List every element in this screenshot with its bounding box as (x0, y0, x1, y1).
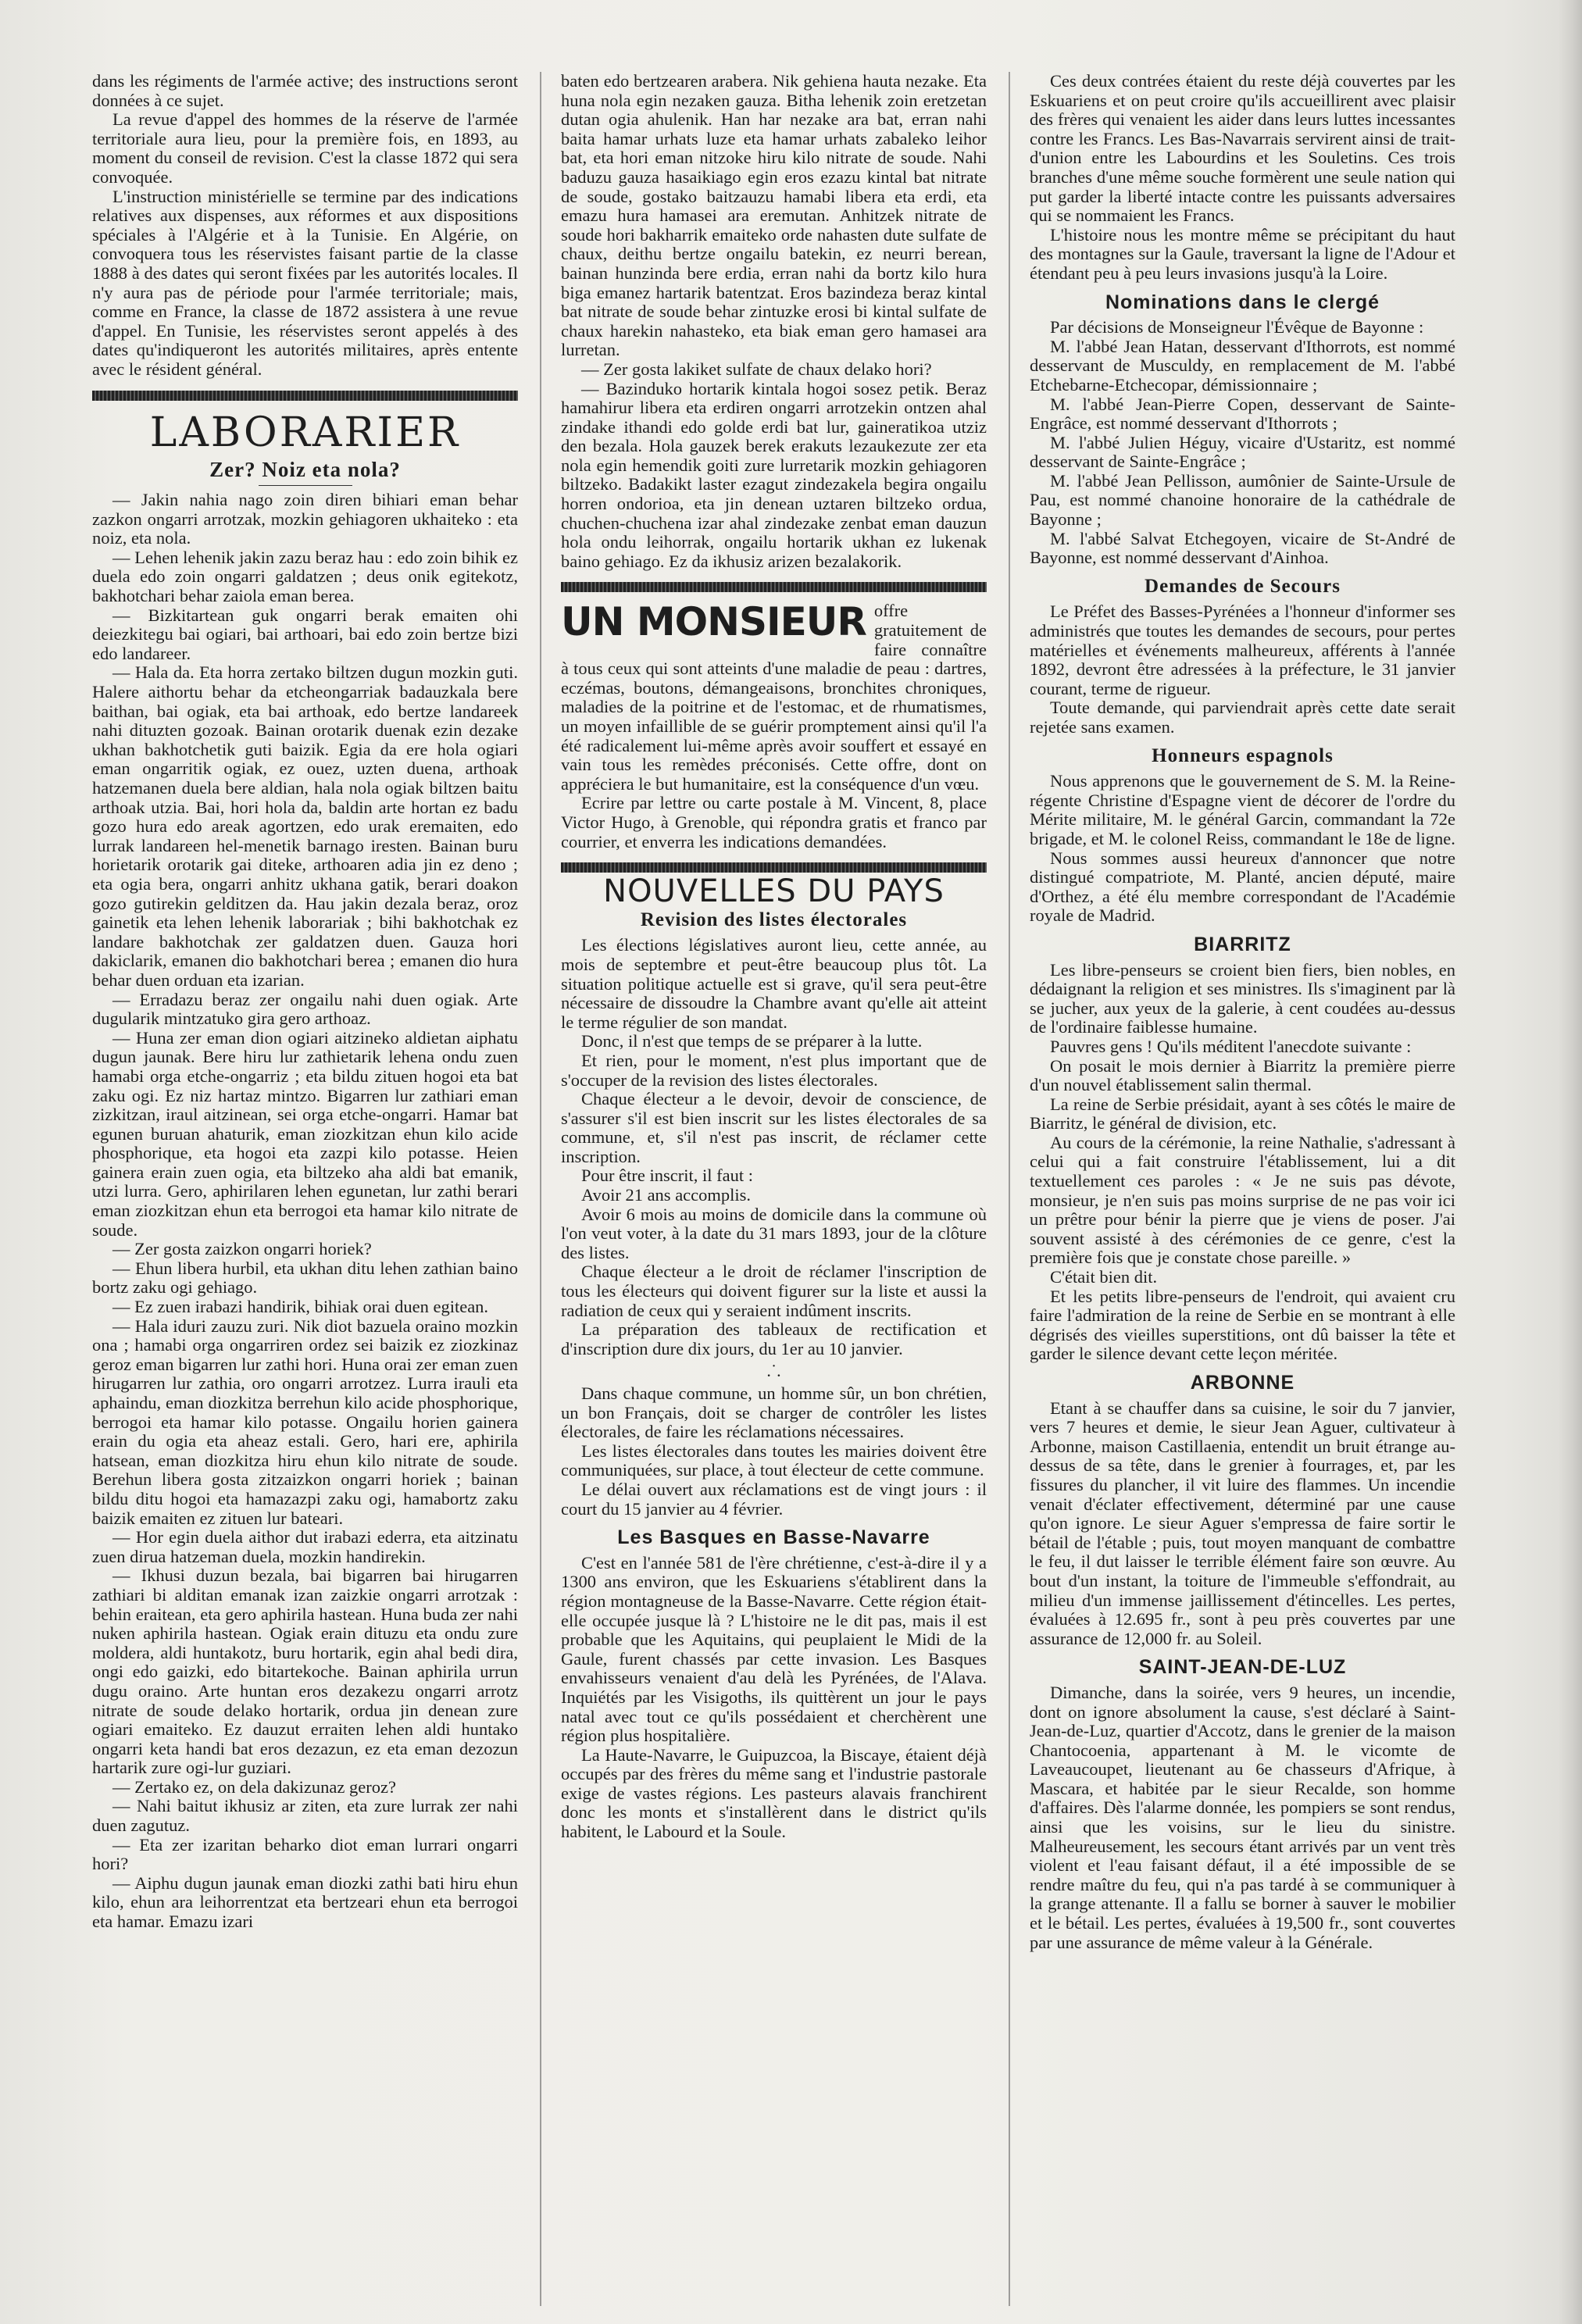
article-paragraph: Les libre-penseurs se croient bien fiers, bien nobles, en dédaignant la religion et ses ministres. Ils s'imaginent par là se jucher, aux yeux de la galerie, à cent coudées au-dessus de l'ordinaire faiblesse humaine. (1030, 959, 1455, 1037)
dialogue-paragraph: — Ikhusi duzun bezala, bai bigarren bai hirugarren zathiari bi alditan emanak izan zaizkie ongarri arrotzak : behin eraitean, eta gero aphirila hastean. Huna buda zer nahi nuken aphirila hastean. Ogiak erain dituzu eta ondu zure moldera, aldi huntakotz, buru hortarik, egin ahal bedi dira, ongi edo gaizki, edo bitartekoche. Bainan aphirila urrun dugu oraino. Arte huntan eros dezakezu ongarri arrotz nitrate de soude delako hortarik, ordua jin denean zure ogiari emaiteko. Ez dauzut erraiten lehen aldi huntako ongarri keta handi bat eros dezazun, ez eta eman dezozun hartarik zure ogi-lur guziari. (92, 1565, 518, 1778)
article-paragraph: Les élections législatives auront lieu, cette année, au mois de septembre et peut-être beaucoup plus tôt. La situation politique actuelle est si grave, qu'il sera peut-être nécessaire de dissoudre la Chambre avant qu'elle ait atteint le terme régulier de son mandat. (561, 935, 987, 1032)
dialogue-paragraph: — Nahi baitut ikhusiz ar ziten, eta zure lurrak zer nahi duen zagutuz. (92, 1796, 518, 1836)
revision-title: Revision des listes électorales (640, 909, 908, 930)
dialogue-paragraph: — Hor egin duela aithor dut irabazi ederra, eta aitzinatu zuen dirua hatzeman duela, mozkin handirekin. (92, 1527, 518, 1566)
dialogue-paragraph: — Bizkitartean guk ongarri berak emaiten ohi deiezkitegu bai ogiari, bai arthoari, bai edo zoin bertze bizi edo landareer. (92, 605, 518, 663)
column-3 (1030, 72, 1455, 2306)
article-paragraph: Le Préfet des Basses-Pyrénées a l'honneur d'informer ses administrés que toutes les demandes de secours, pour pertes matérielles et événements malheureux, afférents à l'année 1892, devront être adressées à la préfecture, le 31 janvier courant, terme de rigueur. (1030, 602, 1455, 698)
section-separator (92, 391, 518, 401)
basques-title: Les Basques en Basse-Navarre (617, 1526, 930, 1549)
title-underline (259, 485, 352, 486)
article-paragraph: Les listes électorales dans toutes les mairies doivent être communiquées, sur place, à tout électeur de cette commune. (561, 1440, 987, 1480)
article-paragraph: M. l'abbé Julien Héguy, vicaire d'Ustaritz, est nommé desservant de Sainte-Engrâce ; (1030, 432, 1455, 472)
article-paragraph: L'histoire nous les montre même se précipitant du haut des montagnes sur la Gaule, traversant la ligne de l'Adour et étendant peu à peu leurs invasions jusqu'à la Loire. (1030, 224, 1455, 283)
article-paragraph: C'était bien dit. (1050, 1267, 1158, 1287)
article-paragraph: Avoir 6 mois au moins de domicile dans la commune où l'on veut voter, à la date du 31 mars 1893, jour de la clôture des listes. (561, 1204, 987, 1262)
article-paragraph: On posait le mois dernier à Biarritz la première pierre d'un nouvel établissement salin thermal. (1030, 1055, 1455, 1095)
article-paragraph: Dimanche, dans la soirée, vers 9 heures, un incendie, dont on ignore absolument la cause, s'est déclaré à Saint-Jean-de-Luz, quartier d'Accotz, dans le grenier de la maison Chantocoenia, appartenant à M. le vicomte de Laveaucoupet, lieutenant au 6e chasseurs d'Afrique, à Mascara, et habitée par le sieur Recalde, son homme d'affaires. Dès l'alarme donnée, les pompiers se sont rendus, ainsi que les voisins, sur le lieu du sinistre. Malheureusement, les secours étant arrivés par un vent très violent et l'eau faisant défaut, il a été impossible de se rendre maître du feu, qui n'a pas tardé à se communiquer à la grange attenante. Il a fallu se borner à sauver le mobilier et le bétail. Les pertes, évaluées à 19,500 fr., sont couvertes par une assurance de même valeur à la Générale. (1030, 1682, 1455, 1952)
article-paragraph: Et rien, pour le moment, n'est plus important que de s'occuper de la revision des listes électorales. (561, 1050, 987, 1090)
dialogue-paragraph: — Ehun libera hurbil, eta ukhan ditu lehen zathian baino bortz zaku ogi gehiago. (92, 1258, 518, 1298)
dialogue-paragraph: — Erradazu beraz zer ongailu nahi duen ogiak. Arte dugularik mintzatuko gira gero arthoaz. (92, 989, 518, 1029)
section-separator (561, 582, 987, 592)
article-paragraph: Avoir 21 ans accomplis. (581, 1185, 752, 1205)
article-paragraph: C'est en l'année 581 de l'ère chrétienne, c'est-à-dire il y a 1300 ans environ, que les Eskuariens s'établirent dans la région montagneuse de la Basse-Navarre. Cette région était-elle occupée jusque là ? L'histoire ne le dit pas, mais il est probable que les Aquitains, qui peuplaient le Midi de la Gaule, furent chassés par cette invasion. Les Basques envahisseurs venaient d'au delà les Pyrénées, de l'Alava. Inquiétés par les Visigoths, ils quittèrent un jour le pays natal avec tout ce qu'ils possédaient et cherchèrent une région plus hospitalière. (561, 1552, 987, 1746)
article-paragraph: Le délai ouvert aux réclamations est de vingt jours : il court du 15 janvier au 4 février. (561, 1479, 987, 1519)
dialogue-paragraph: — Hala da. Eta horra zertako biltzen dugun mozkin guti. Halere aithortu behar da etcheongarriak badauzkala bere baithan, bai ogiak, eta bai arthoak, edo bertze landareek nahi dituzten gozoak. Bainan orotarik duenak ezin dezake ukhan bakhotchetik guti baizik. Egia da ere hola ogiari eman ongarritik ogiak, ez ouez, uzten duena, arthoak hatzemanen duela bere aldian, hala nola ogiak biltzen baitu arthoak utzia. Bai, hori hola da, baldin arte hortan ez badu gozo hura edo areak agortzen, edo urak eremaiten, edo lurrak landareen hel-menetik barnago iresten. Bainan buru horietarik orotarik gai diteke, arthoaren adia jin ez deno ; eta ogia bera, ongarri anhitz ukhana gatik, berari doakon gozo gutirekin gelditzen da. Hau jakin dezala beraz, oroz gainetik eta lehen lehenik laborariak ; bihi bakhotchak ez landare bakhotchak zer galdatzen duen. Gauza hori dakiclarik, emanen dio bakhotchari berea ; emanen dio hura behar duen orduan eta izarian. (92, 662, 518, 990)
advertisement-text: offre gratuitement de faire connaître à tous ceux qui sont atteints d'une maladie de peau : dartres, eczémas, boutons, démangeaisons, bronchites chroniques, maladies de la poitrine et de l'estomac, et de rhumatismes, un moyen infaillible de se guérir promptement ainsi qu'il l'a été radicalement lui-même après avoir souffert et essayé en vain tous les remèdes préconisés. Cette offre, dont on appréciera le but humanitaire, est la conséquence d'un vœu. (561, 602, 987, 794)
article-paragraph: La préparation des tableaux de rectification et d'inscription dure dix jours, du 1er au 10 janvier. (561, 1319, 987, 1358)
article-paragraph: La Haute-Navarre, le Guipuzcoa, la Biscaye, étaient déjà occupés par des frères du même sang et l'industrie pastorale exige de vastes régions. Les pasteurs alavais franchirent donc les monts et s'installèrent dans le district qu'ils habitent, le Labourd et la Soule. (561, 1744, 987, 1842)
article-paragraph: La reine de Serbie présidait, ayant à ses côtés le maire de Biarritz, le général de division, etc. (1030, 1094, 1455, 1133)
article-paragraph: Dans chaque commune, un homme sûr, un bon chrétien, un bon Français, doit se charger de contrôler les listes électorales, de faire les réclamations nécessaires. (561, 1383, 987, 1442)
article-paragraph: M. l'abbé Jean-Pierre Copen, desservant de Sainte-Engrâce, est nommé desservant d'Ithorrots ; (1030, 394, 1455, 434)
secours-title: Demandes de Secours (1145, 575, 1341, 597)
article-paragraph: M. l'abbé Jean Pellisson, aumônier de Sainte-Ursule de Pau, est nommé chanoine honoraire de la cathédrale de Bayonne ; (1030, 470, 1455, 530)
article-paragraph: Ces deux contrées étaient du reste déjà couvertes par les Eskuariens et on peut croire qu'ils accueillirent avec plaisir des frères qui venaient les aider dans leurs luttes incessantes contre les Francs. Les Bas-Navarrais servirent ainsi de trait-d'union entre les Labourdins et les Souletins. Ces trois branches d'une même souche formèrent une seule nation qui put garder la liberté intacte contre les puissants adversaires qui se nommaient les Francs. (1030, 72, 1455, 226)
dots-separator: .˙. (766, 1361, 781, 1381)
column-rule-2 (1009, 72, 1010, 2306)
article-paragraph: — Zer gosta lakiket sulfate de chaux delako hori? (581, 359, 932, 379)
dialogue-paragraph: — Ez zuen irabazi handirik, bihiak orai duen egitean. (112, 1297, 489, 1317)
arbonne-title: ARBONNE (1190, 1372, 1295, 1394)
laborarier-subtitle: Zer? Noiz eta nola? (209, 457, 401, 481)
honneurs-title: Honneurs espagnols (1152, 744, 1334, 766)
dialogue-paragraph: — Lehen lehenik jakin zazu beraz hau : edo zoin bihik ez duela edo zoin ongarri galdatzen ; deus onik egitekotz, bakhotchari behar zaiola eman berea. (92, 547, 518, 606)
article-paragraph: L'instruction ministérielle se termine par des indications relatives aux dispenses, aux réformes et aux dispositions spéciales à l'Algérie et à la Tunisie. En Algérie, on convoquera tous les réservistes faisant partie de la classe 1888 à des dates qui seront fixées par les autorités locales. Il n'y aura pas de période pour l'armée territoriale; mais, comme en France, la classe de 1872 assistera à une revue d'appel. En Tunisie, les réservistes seront appelés à des dates qu'indiqueront les autorités militaires, après entente avec le résident général. (92, 186, 518, 379)
article-paragraph: Toute demande, qui parviendrait après cette date serait rejetée sans examen. (1030, 698, 1455, 737)
article-paragraph: M. l'abbé Jean Hatan, desservant d'Ithorrots, est nommé desservant de Musculdy, en remplacement de M. l'abbé Etchebarne-Etchecopar, démissionnaire ; (1030, 336, 1455, 394)
article-paragraph: Par décisions de Monseigneur l'Évêque de Bayonne : (1050, 317, 1424, 337)
article-paragraph: Chaque électeur a le droit de réclamer l'inscription de tous les électeurs qui doivent figurer sur la liste et aussi la radiation de ceux qui y seraient indûment inscrits. (561, 1262, 987, 1320)
dialogue-paragraph: — Huna zer eman dion ogiari aitzineko aldietan aiphatu dugun jaunak. Bere hiru lur zathietarik lehena ondu zuen hamabi orga etche-ongarriz ; eta bildu zituen hogoi eta bat zaku ogi. Ez niz hartaz mintzo. Bigarren lur zathiari eman zizkitzan, iraul aitzinean, sei orga etche-ongarri. Hamar bat egunen buruan ahaturik, eman ziozkitzan ehun kilo acide phosphorique, eta hogoi eta zazpi kilo potasse. Heien gainera erain zuen ogia, eta biltzeko aha aldi bat emanik, utzi lurra. Gero, aphirilaren lehen egunetan, lur zathi berari eman ziozkitzan ehun eta berrogoi eta hamar kilo nitrate de soude. (92, 1027, 518, 1240)
article-paragraph: Nous sommes aussi heureux d'annoncer que notre distingué compatriote, M. Planté, ancien député, maire d'Orthez, a été élu membre correspondant de l'Académie royale de Madrid. (1030, 848, 1455, 926)
article-paragraph: Etant à se chauffer dans sa cuisine, le soir du 7 janvier, vers 7 heures et demie, le sieur Jean Aguer, cultivateur à Arbonne, maison Castillaenia, entendit un bruit étrange au-dessus de sa tête, dans le grenier à fourrages, et, par les fissures du plancher, il vit luire des flammes. Un incendie venait d'éclater effectivement, déterminé par une cause qu'on ignore. Le sieur Aguer s'empressa de faire sortir le bétail de l'étable ; puis, tout moyen manquant de combattre le feu, il dut laisser le terrible élément faire son œuvre. Au bout d'un instant, la toiture de l'immeuble s'effondrait, au milieu d'un immense jaillissement d'étincelles. Les pertes, évaluées à 12.695 fr., sont à peu près couvertes par une assurance de 12,000 fr. au Soleil. (1030, 1398, 1455, 1648)
article-paragraph: baten edo bertzearen arabera. Nik gehiena hauta nezake. Eta huna nola egin nezaken gauza. Bitha lehenik zoin eretzetan dutan ogia ahulenik. Han har nezake ara bat, erran nahi baita hamar urhats luze eta hamar urhats zabaleko leihor bat, eta hori eman nitzoke hiru kilo nitrate de soude. Nahi baduzu gauza hasaikiago egin eros ezazu kintal bat nitrate de soude, gostako baitzauzu hamabi libera eta erdi, eta emazu hura hamasei ara eremutan. Anhitzek nitrate de soude hori bakharrik emaiteko orde nahasten dute sulfate de chaux, deithu bertze ongailu batekin, ez neurri berean, bainan hunzinda bere erdia, erran nahi da bortz kilo hura biga emanez hartarik batentzat. Eros bazindeza beraz kintal bat nitrate de soude behar zintuzke erosi bi kintal sulfate de chaux harekin nahasteko, eta biak eman gero hamasei ara lurretan. (561, 72, 987, 360)
dialogue-paragraph: — Hala iduri zauzu zuri. Nik diot bazuela oraino mozkin ona ; hamabi orga ongarriren ordez sei baizik ez ziozkinaz geroz eman bigarren lur zathi hori. Huna orai zer eman zuen hirugarren lur zathia, oro ongarri arrotzez. Lurra irauli eta aphaindu, eman diozkitza berrehun kilo acide phosphorique, berrogoi eta hamar kilo potasse. Ongailu horien gainera erain du ogia eta aheaz estali. Gero, hari ere, aphirila hatsean, eman diozkitza hiru ehun kilo nitrate de soude. Berehun libera gosta zitzaizkon ongarri horiek ; bainan bildu ditu hogoi eta hamazazpi zaku ogi, hamabortz zaku baizik emaiten ez zituen lur bateari. (92, 1316, 518, 1528)
advertisement-headline: UN MONSIEUR (561, 602, 866, 645)
saint-jean-de-luz-title: SAINT-JEAN-DE-LUZ (1138, 1656, 1347, 1679)
article-paragraph: Donc, il n'est que temps de se préparer à la lutte. (581, 1031, 923, 1051)
article-paragraph: Et les petits libre-penseurs de l'endroit, qui avaient cru faire l'admiration de la reine de Serbie en se montrant à elle dégrisés des vieilles superstitions, ont dû baisser la tête et garder le silence devant cette leçon méritée. (1030, 1286, 1455, 1364)
article-paragraph: Pauvres gens ! Qu'ils méditent l'anecdote suivante : (1050, 1036, 1412, 1056)
dialogue-paragraph: — Aiphu dugun jaunak eman diozki zathi bati hiru ehun kilo, ehun ara leihorrentzat eta bertzeari ehun eta berrogoi eta hamar. Emazu izari (92, 1872, 518, 1932)
laborarier-title: LABORARIER (149, 409, 461, 456)
article-paragraph: — Bazinduko hortarik kintala hogoi sosez petik. Beraz hamahirur libera eta erdiren ongarri arrotzekin ontzen ahal zindake ithandi edo golde erdi bat lur, gaineratikoa utziz den bezala. Hola gauzek berek erakuts lezaukezute zer eta nola egin hemendik goiti zure lurretarik mozkin gehiagoren biltzeko. Badakikt laster ezagut zindezakela begira ongailu horren ondorioa, eta jin denean uztaren biltzeko ordua, chuchen-chuchena izar ahal zindezake zenbat eman dauzun hola ondu leihorrak, ongailu hortarik ukhan ez lukenak baino gehiago. Ez da ikhusiz arizen bezalakorik. (561, 378, 987, 571)
column-rule-1 (540, 72, 541, 2306)
dialogue-paragraph: — Jakin nahia nago zoin diren bihiari eman behar zazkon ongarri arrotzak, mozkin gehiagoren ukhaiteko : eta noiz, eta nola. (92, 490, 518, 548)
nominations-title: Nominations dans le clergé (1105, 291, 1380, 313)
article-paragraph: M. l'abbé Salvat Etchegoyen, vicaire de St-André de Bayonne, est nommé desservant d'Ainhoa. (1030, 528, 1455, 568)
section-separator (561, 862, 987, 873)
article-paragraph: Pour être inscrit, il faut : (581, 1166, 753, 1186)
dialogue-paragraph: — Zertako ez, on dela dakizunaz geroz? (112, 1776, 396, 1797)
nouvelles-du-pays-title: NOUVELLES DU PAYS (603, 873, 945, 910)
dialogue-paragraph: — Zer gosta zaizkon ongarri horiek? (112, 1239, 372, 1259)
article-paragraph: La revue d'appel des hommes de la réserve de l'armée territoriale aura lieu, pour la première fois, en 1893, au moment du conseil de revision. C'est la classe 1872 qui sera convoquée. (92, 109, 518, 187)
biarritz-title: BIARRITZ (1194, 933, 1291, 955)
column-1 (92, 72, 518, 2306)
article-paragraph: Nous apprenons que le gouvernement de S. M. la Reine-régente Christine d'Espagne vient de décorer de l'ordre du Mérite militaire, M. le général Garcin, commandant la 72e brigade, et M. le colonel Reiss, commandant le 18e de ligne. (1030, 771, 1455, 848)
article-paragraph: Chaque électeur a le devoir, devoir de conscience, de s'assurer s'il est bien inscrit sur les listes électorales de sa commune, et, s'il n'est pas inscrit, de réclamer cette inscription. (561, 1089, 987, 1166)
column-2 (561, 72, 987, 2306)
page-fold-shadow (1559, 0, 1582, 2324)
advertisement-text: Ecrire par lettre ou carte postale à M. Vincent, 8, place Victor Hugo, à Grenoble, qui répondra gratis et franco par courrier, et enverra les indications demandées. (561, 793, 987, 851)
article-paragraph: dans les régiments de l'armée active; des instructions seront données à ce sujet. (92, 72, 518, 110)
article-paragraph: Au cours de la cérémonie, la reine Nathalie, s'adressant à celui qui a fait construire l'établissement, lui a dit textuellement ces paroles : « Je ne suis pas dévote, monsieur, je n'en suis pas moins surprise de ne pas voir ici un prêtre pour bénir la pierre que je viens de poser. J'ai souvent assisté à des cérémonies de ce genre, c'est la première fois que je constate chose pareille. » (1030, 1132, 1455, 1268)
advertisement-monsieur (561, 602, 987, 851)
dialogue-paragraph: — Eta zer izaritan beharko diot eman lurrari ongarri hori? (92, 1834, 518, 1874)
